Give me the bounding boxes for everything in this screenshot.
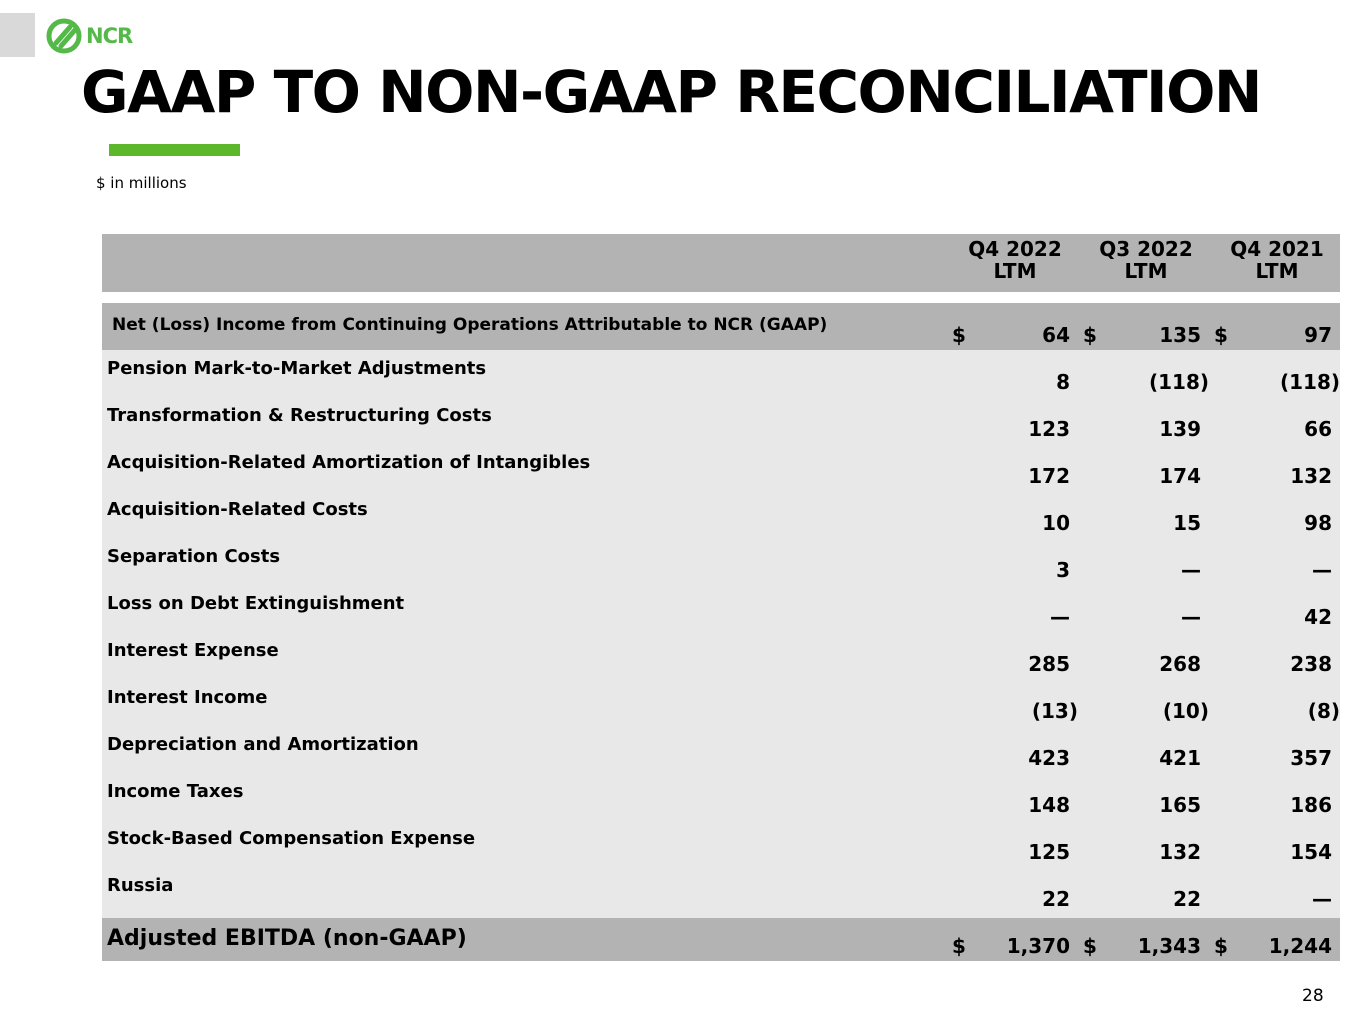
value-cell-col1: — <box>1050 605 1070 629</box>
value-cell-col2: — <box>1181 558 1201 582</box>
value-cell-col1: 125 <box>1028 840 1070 864</box>
page-title: GAAP TO NON-GAAP RECONCILIATION <box>81 58 1261 126</box>
ncr-logo-text: NCR <box>86 24 133 48</box>
value-cell-col3: 97 <box>1304 323 1332 347</box>
value-cell-col1: 64 <box>1042 323 1070 347</box>
row-label: Adjusted EBITDA (non-GAAP) <box>107 926 467 951</box>
value-cell-col3: 132 <box>1290 464 1332 488</box>
row-label: Acquisition-Related Amortization of Intangibles <box>107 452 591 473</box>
value-cell-col2: 1,343 <box>1137 934 1201 958</box>
row-label: Acquisition-Related Costs <box>107 499 368 520</box>
row-label: Income Taxes <box>107 781 244 802</box>
table-row <box>102 726 1340 773</box>
value-cell-col2: 135 <box>1159 323 1201 347</box>
value-cell-col1: 3 <box>1056 558 1070 582</box>
value-cell-col3: 357 <box>1290 746 1332 770</box>
title-underline <box>109 144 240 156</box>
value-cell-col2: 174 <box>1159 464 1201 488</box>
currency-symbol: $ <box>1083 323 1097 347</box>
value-cell-col1: 123 <box>1028 417 1070 441</box>
value-cell-col1: (13) <box>1031 699 1078 723</box>
value-cell-col2: (118) <box>1148 370 1209 394</box>
currency-symbol: $ <box>1083 934 1097 958</box>
value-cell-col3: 42 <box>1304 605 1332 629</box>
table-row <box>102 538 1340 585</box>
value-cell-col1: 285 <box>1028 652 1070 676</box>
row-label: Russia <box>107 875 174 896</box>
value-cell-col3: 154 <box>1290 840 1332 864</box>
value-cell-col2: 268 <box>1159 652 1201 676</box>
row-label: Pension Mark-to-Market Adjustments <box>107 358 487 379</box>
value-cell-col3: (118) <box>1279 370 1340 394</box>
column-header-q4-2021: Q4 2021 LTM <box>1230 237 1324 283</box>
value-cell-col2: 139 <box>1159 417 1201 441</box>
table-row <box>102 444 1340 491</box>
value-cell-col3: 98 <box>1304 511 1332 535</box>
row-label: Stock-Based Compensation Expense <box>107 828 476 849</box>
table-row <box>102 867 1340 914</box>
value-cell-col2: 165 <box>1159 793 1201 817</box>
value-cell-col2: 132 <box>1159 840 1201 864</box>
row-label: Separation Costs <box>107 546 281 567</box>
column-header-q4-2022: Q4 2022 LTM <box>968 237 1062 283</box>
value-cell-col1: 10 <box>1042 511 1070 535</box>
units-note: $ in millions <box>96 174 187 192</box>
page-number: 28 <box>1302 986 1324 1006</box>
value-cell-col3: 238 <box>1290 652 1332 676</box>
slide-corner-tab <box>0 13 35 57</box>
ncr-logo <box>46 18 132 54</box>
table-row <box>102 679 1340 726</box>
value-cell-col1: 172 <box>1028 464 1070 488</box>
table-row <box>102 773 1340 820</box>
value-cell-col3: 186 <box>1290 793 1332 817</box>
value-cell-col2: (10) <box>1162 699 1209 723</box>
value-cell-col1: 1,370 <box>1006 934 1070 958</box>
value-cell-col2: 15 <box>1173 511 1201 535</box>
value-cell-col3: — <box>1312 887 1332 911</box>
row-label: Transformation & Restructuring Costs <box>107 405 492 426</box>
table-row <box>102 303 1340 350</box>
table-row <box>102 820 1340 867</box>
value-cell-col2: 421 <box>1159 746 1201 770</box>
currency-symbol: $ <box>1214 323 1228 347</box>
row-label: Loss on Debt Extinguishment <box>107 593 405 614</box>
row-label: Interest Expense <box>107 640 279 661</box>
row-label: Interest Income <box>107 687 268 708</box>
value-cell-col3: 66 <box>1304 417 1332 441</box>
row-label: Net (Loss) Income from Continuing Operations Attributable to NCR (GAAP) <box>112 315 828 335</box>
value-cell-col3: — <box>1312 558 1332 582</box>
column-header-q3-2022: Q3 2022 LTM <box>1099 237 1193 283</box>
table-row <box>102 632 1340 679</box>
table-row <box>102 491 1340 538</box>
ncr-logo-icon <box>46 18 84 54</box>
currency-symbol: $ <box>952 934 966 958</box>
value-cell-col3: (8) <box>1307 699 1340 723</box>
table-row <box>102 397 1340 444</box>
value-cell-col3: 1,244 <box>1268 934 1332 958</box>
table-row <box>102 585 1340 632</box>
currency-symbol: $ <box>1214 934 1228 958</box>
row-label: Depreciation and Amortization <box>107 734 419 755</box>
value-cell-col2: — <box>1181 605 1201 629</box>
value-cell-col1: 8 <box>1056 370 1070 394</box>
value-cell-col1: 148 <box>1028 793 1070 817</box>
table-row <box>102 350 1340 397</box>
currency-symbol: $ <box>952 323 966 347</box>
value-cell-col1: 22 <box>1042 887 1070 911</box>
value-cell-col1: 423 <box>1028 746 1070 770</box>
total-row <box>102 918 1340 961</box>
value-cell-col2: 22 <box>1173 887 1201 911</box>
